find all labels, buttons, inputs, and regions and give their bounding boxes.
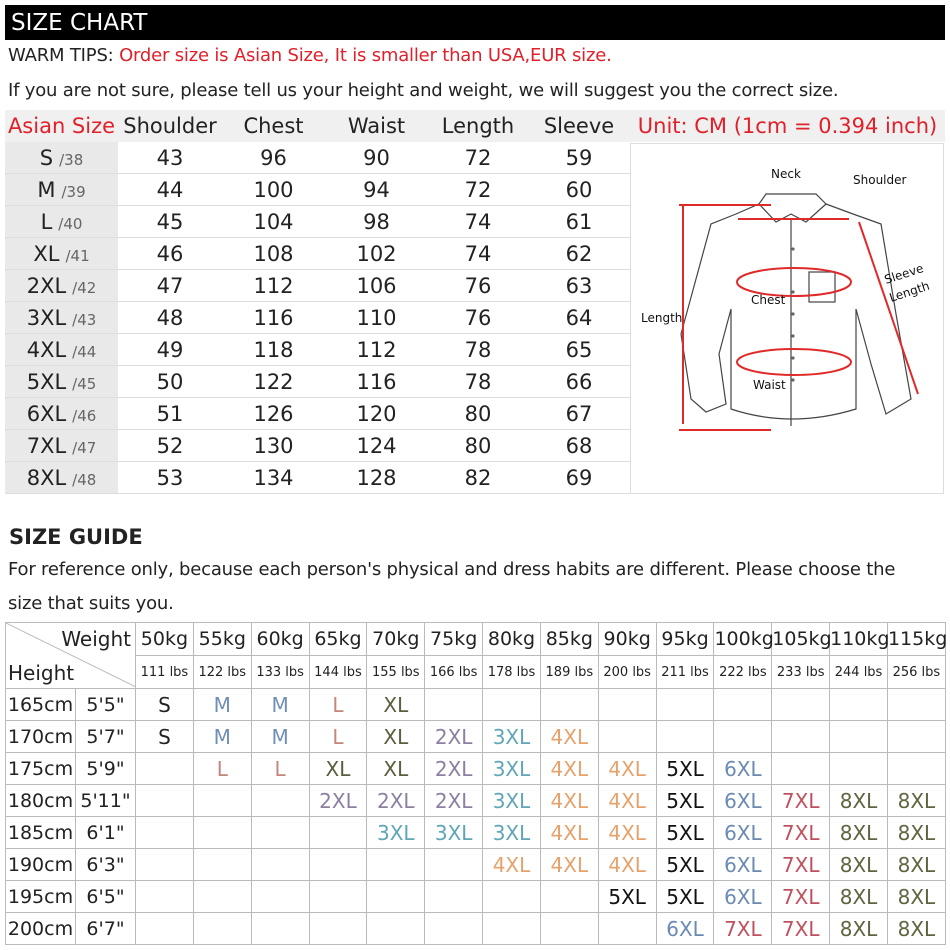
eu-size-label: /40 (58, 214, 83, 233)
size-chart-title: SIZE CHART (5, 5, 945, 40)
size-recommendation-cell (830, 689, 888, 721)
lbs-header: 111 lbs (136, 656, 194, 689)
size-recommendation-cell (251, 849, 309, 881)
eu-size-label: /43 (72, 310, 97, 329)
size-recommendation-cell: 3XL (483, 785, 541, 817)
size-recommendation-cell: 7XL (772, 849, 830, 881)
table-row (5, 206, 630, 238)
measurement-cell: 67 (528, 398, 630, 430)
size-recommendation-cell: 8XL (830, 817, 888, 849)
size-chart-table (5, 110, 630, 494)
diagram-label-length: Length (641, 311, 683, 325)
table-row (5, 302, 630, 334)
size-recommendation-cell (309, 849, 367, 881)
size-guide-note-2: size that suits you. (8, 593, 174, 614)
size-recommendation-cell (425, 689, 483, 721)
size-recommendation-cell: XL (309, 753, 367, 785)
weight-header: 105kg (772, 623, 830, 656)
measurement-cell: 134 (222, 462, 325, 494)
size-recommendation-cell: 4XL (598, 817, 656, 849)
size-recommendation-cell (367, 881, 425, 913)
warm-tips (8, 45, 612, 66)
measurement-cell: 74 (428, 238, 528, 270)
column-header: Sleeve (528, 110, 630, 142)
height-cm-cell: 195cm (6, 881, 76, 913)
size-recommendation-cell: 8XL (830, 913, 888, 945)
size-recommendation-cell: 6XL (714, 753, 772, 785)
height-ft-cell: 6'3" (76, 849, 136, 881)
size-recommendation-cell (193, 785, 251, 817)
size-recommendation-cell (136, 753, 194, 785)
size-recommendation-cell: 4XL (540, 785, 598, 817)
height-ft-cell: 6'5" (76, 881, 136, 913)
size-recommendation-cell (309, 913, 367, 945)
eu-size-label: /48 (72, 470, 97, 489)
size-recommendation-cell: 5XL (656, 753, 714, 785)
size-recommendation-cell: 5XL (656, 849, 714, 881)
height-cm-cell: 190cm (6, 849, 76, 881)
size-recommendation-cell: 8XL (887, 913, 945, 945)
measurement-cell: 80 (428, 398, 528, 430)
measurement-cell: 50 (118, 366, 222, 398)
size-recommendation-cell (714, 721, 772, 753)
size-recommendation-cell: 3XL (483, 817, 541, 849)
size-recommendation-cell: 6XL (714, 849, 772, 881)
lbs-header: 133 lbs (251, 656, 309, 689)
measurement-cell: 96 (222, 142, 325, 174)
table-row (6, 689, 946, 721)
size-recommendation-cell (772, 753, 830, 785)
weight-header: 50kg (136, 623, 194, 656)
size-recommendation-cell (830, 721, 888, 753)
size-recommendation-cell: 5XL (598, 881, 656, 913)
lbs-header: 200 lbs (598, 656, 656, 689)
size-cell (5, 174, 118, 206)
measurement-cell: 76 (428, 302, 528, 334)
size-recommendation-cell (136, 881, 194, 913)
lbs-header: 144 lbs (309, 656, 367, 689)
diagram-label-sleeve: Sleeve (882, 261, 926, 287)
size-recommendation-cell: XL (367, 689, 425, 721)
height-cm-cell: 165cm (6, 689, 76, 721)
table-row (6, 817, 946, 849)
size-recommendation-cell (540, 689, 598, 721)
measurement-cell: 45 (118, 206, 222, 238)
column-header: Shoulder (118, 110, 222, 142)
size-recommendation-cell: S (136, 721, 194, 753)
table-row (5, 238, 630, 270)
size-label: M (37, 177, 56, 202)
size-cell (5, 398, 118, 430)
column-header: Length (428, 110, 528, 142)
measurement-cell: 78 (428, 366, 528, 398)
height-ft-cell: 6'1" (76, 817, 136, 849)
size-recommendation-cell: 7XL (772, 785, 830, 817)
size-recommendation-cell: 4XL (540, 721, 598, 753)
lbs-header: 244 lbs (830, 656, 888, 689)
size-recommendation-cell (251, 817, 309, 849)
height-ft-cell: 5'11" (76, 785, 136, 817)
measurement-cell: 74 (428, 206, 528, 238)
height-cm-cell: 185cm (6, 817, 76, 849)
size-recommendation-cell (714, 689, 772, 721)
size-recommendation-cell (483, 913, 541, 945)
size-recommendation-cell: 4XL (483, 849, 541, 881)
measurement-cell: 124 (325, 430, 428, 462)
size-recommendation-cell: 4XL (598, 849, 656, 881)
size-guide-title: SIZE GUIDE (9, 525, 143, 549)
size-recommendation-cell: 2XL (425, 785, 483, 817)
height-ft-cell: 5'5" (76, 689, 136, 721)
measurement-cell: 49 (118, 334, 222, 366)
size-recommendation-cell: 7XL (772, 817, 830, 849)
height-cm-cell: 180cm (6, 785, 76, 817)
measurement-cell: 106 (325, 270, 428, 302)
size-label: XL (33, 241, 60, 266)
diagram-label-chest: Chest (751, 293, 786, 307)
table-row (5, 142, 630, 174)
size-recommendation-cell: M (251, 689, 309, 721)
measurement-cell: 104 (222, 206, 325, 238)
lbs-header: 233 lbs (772, 656, 830, 689)
measurement-cell: 110 (325, 302, 428, 334)
height-ft-cell: 5'7" (76, 721, 136, 753)
measurement-cell: 48 (118, 302, 222, 334)
size-cell (5, 430, 118, 462)
measurement-cell: 62 (528, 238, 630, 270)
lbs-header: 155 lbs (367, 656, 425, 689)
measurement-cell: 116 (325, 366, 428, 398)
measurement-cell: 120 (325, 398, 428, 430)
size-recommendation-cell (540, 913, 598, 945)
size-guide-table (5, 622, 946, 945)
size-label: L (40, 209, 53, 234)
size-recommendation-cell: 2XL (425, 753, 483, 785)
lbs-row (6, 656, 946, 689)
table-row (6, 785, 946, 817)
size-recommendation-cell: 4XL (598, 785, 656, 817)
size-recommendation-cell: 5XL (656, 785, 714, 817)
size-recommendation-cell: L (193, 753, 251, 785)
size-recommendation-cell: 7XL (714, 913, 772, 945)
measurement-cell: 72 (428, 142, 528, 174)
weight-header: 90kg (598, 623, 656, 656)
size-recommendation-cell (425, 849, 483, 881)
table-row (6, 913, 946, 945)
measurement-cell: 61 (528, 206, 630, 238)
size-recommendation-cell: XL (367, 721, 425, 753)
eu-size-label: /41 (65, 246, 90, 265)
unit-label: Unit: CM (1cm = 0.394 inch) (630, 110, 945, 142)
eu-size-label: /44 (72, 342, 97, 361)
height-ft-cell: 6'7" (76, 913, 136, 945)
measurement-cell: 52 (118, 430, 222, 462)
eu-size-label: /38 (59, 150, 84, 169)
size-recommendation-cell: 8XL (887, 849, 945, 881)
size-recommendation-cell: 3XL (425, 817, 483, 849)
diagram-label-shoulder: Shoulder (853, 173, 907, 187)
table-row (6, 721, 946, 753)
measurement-cell: 76 (428, 270, 528, 302)
size-label: 2XL (26, 273, 67, 298)
measurement-cell: 51 (118, 398, 222, 430)
lbs-header: 211 lbs (656, 656, 714, 689)
measurement-cell: 43 (118, 142, 222, 174)
size-recommendation-cell (772, 721, 830, 753)
size-recommendation-cell: 4XL (598, 753, 656, 785)
table-row (6, 881, 946, 913)
size-recommendation-cell: 8XL (830, 785, 888, 817)
measurement-cell: 98 (325, 206, 428, 238)
size-recommendation-cell (251, 913, 309, 945)
lbs-header: 189 lbs (540, 656, 598, 689)
size-recommendation-cell: 7XL (772, 881, 830, 913)
size-recommendation-cell: 6XL (714, 817, 772, 849)
weight-header: 95kg (656, 623, 714, 656)
size-recommendation-cell (887, 721, 945, 753)
measurement-cell: 78 (428, 334, 528, 366)
size-recommendation-cell: 2XL (425, 721, 483, 753)
measurement-cell: 94 (325, 174, 428, 206)
weight-row (6, 623, 946, 656)
size-label: 3XL (26, 305, 67, 330)
size-recommendation-cell: 3XL (483, 721, 541, 753)
measurement-cell: 126 (222, 398, 325, 430)
diagram-label-waist: Waist (753, 378, 786, 392)
weight-header: 70kg (367, 623, 425, 656)
table-row (5, 398, 630, 430)
lbs-header: 166 lbs (425, 656, 483, 689)
measurement-cell: 47 (118, 270, 222, 302)
measurement-cell: 68 (528, 430, 630, 462)
table-row (5, 270, 630, 302)
weight-header: 115kg (887, 623, 945, 656)
size-recommendation-cell (656, 689, 714, 721)
weight-height-corner (6, 623, 136, 689)
measurement-cell: 118 (222, 334, 325, 366)
size-recommendation-cell: L (309, 689, 367, 721)
measurement-cell: 66 (528, 366, 630, 398)
height-cm-cell: 170cm (6, 721, 76, 753)
weight-header: 65kg (309, 623, 367, 656)
warm-tips-label: WARM TIPS: (8, 45, 120, 66)
size-recommendation-cell: 8XL (887, 817, 945, 849)
size-recommendation-cell (656, 721, 714, 753)
weight-header: 80kg (483, 623, 541, 656)
measurement-cell: 112 (222, 270, 325, 302)
size-recommendation-cell: M (193, 689, 251, 721)
table-row (5, 430, 630, 462)
size-cell (5, 462, 118, 494)
column-header: Chest (222, 110, 325, 142)
size-cell (5, 334, 118, 366)
size-note: If you are not sure, please tell us your height and weight, we will suggest you the correct size. (8, 80, 839, 101)
size-recommendation-cell (136, 785, 194, 817)
table-row (5, 462, 630, 494)
size-label: 8XL (26, 465, 67, 490)
size-guide-note-1: For reference only, because each person's physical and dress habits are different. Please choose the (8, 559, 896, 580)
size-recommendation-cell: S (136, 689, 194, 721)
measurement-cell: 46 (118, 238, 222, 270)
size-recommendation-cell: 4XL (540, 753, 598, 785)
eu-size-label: /39 (61, 182, 86, 201)
size-cell (5, 366, 118, 398)
measurement-cell: 90 (325, 142, 428, 174)
size-recommendation-cell: M (193, 721, 251, 753)
size-recommendation-cell (193, 817, 251, 849)
measurement-cell: 63 (528, 270, 630, 302)
lbs-header: 222 lbs (714, 656, 772, 689)
size-label: S (39, 145, 54, 170)
measurement-cell: 116 (222, 302, 325, 334)
measurement-cell: 72 (428, 174, 528, 206)
size-recommendation-cell (887, 689, 945, 721)
height-cm-cell: 200cm (6, 913, 76, 945)
table-row (5, 366, 630, 398)
shirt-diagram-image (631, 144, 943, 493)
measurement-cell: 64 (528, 302, 630, 334)
size-recommendation-cell: 8XL (830, 849, 888, 881)
size-cell (5, 270, 118, 302)
weight-header: 85kg (540, 623, 598, 656)
warm-tips-text: Order size is Asian Size, It is smaller than USA,EUR size. (119, 45, 612, 66)
measurement-cell: 108 (222, 238, 325, 270)
weight-label: Weight (61, 627, 131, 651)
eu-size-label: /46 (72, 406, 97, 425)
eu-size-label: /45 (72, 374, 97, 393)
weight-header: 55kg (193, 623, 251, 656)
height-cm-cell: 175cm (6, 753, 76, 785)
measurement-cell: 122 (222, 366, 325, 398)
size-cell (5, 206, 118, 238)
size-recommendation-cell (598, 721, 656, 753)
size-recommendation-cell (483, 689, 541, 721)
size-recommendation-cell: XL (367, 753, 425, 785)
size-recommendation-cell (598, 913, 656, 945)
size-recommendation-cell: 7XL (772, 913, 830, 945)
size-recommendation-cell (309, 881, 367, 913)
size-recommendation-cell (193, 881, 251, 913)
size-label: 7XL (26, 433, 67, 458)
measurement-cell: 65 (528, 334, 630, 366)
table-row (6, 849, 946, 881)
size-recommendation-cell: 8XL (830, 881, 888, 913)
measurement-cell: 82 (428, 462, 528, 494)
size-recommendation-cell (367, 913, 425, 945)
size-recommendation-cell: 4XL (540, 849, 598, 881)
weight-header: 75kg (425, 623, 483, 656)
measurement-cell: 69 (528, 462, 630, 494)
measurement-cell: 112 (325, 334, 428, 366)
table-row (5, 174, 630, 206)
size-recommendation-cell (367, 849, 425, 881)
measurement-cell: 59 (528, 142, 630, 174)
size-label: 6XL (26, 401, 67, 426)
lbs-header: 178 lbs (483, 656, 541, 689)
measurement-cell: 102 (325, 238, 428, 270)
size-cell (5, 238, 118, 270)
measurement-cell: 44 (118, 174, 222, 206)
measurement-cell: 128 (325, 462, 428, 494)
size-recommendation-cell (193, 849, 251, 881)
size-recommendation-cell: 8XL (887, 881, 945, 913)
size-recommendation-cell: 8XL (887, 785, 945, 817)
size-recommendation-cell (598, 689, 656, 721)
diagram-label-neck: Neck (771, 167, 801, 181)
height-label: Height (8, 661, 75, 685)
weight-header: 100kg (714, 623, 772, 656)
measurement-cell: 130 (222, 430, 325, 462)
size-recommendation-cell (483, 881, 541, 913)
measurement-cell: 80 (428, 430, 528, 462)
shirt-measurement-diagram (630, 143, 944, 494)
size-label: 4XL (26, 337, 67, 362)
size-recommendation-cell: 2XL (309, 785, 367, 817)
weight-header: 110kg (830, 623, 888, 656)
size-recommendation-cell (136, 817, 194, 849)
size-recommendation-cell (830, 753, 888, 785)
size-cell (5, 302, 118, 334)
size-recommendation-cell: M (251, 721, 309, 753)
eu-size-label: /42 (72, 278, 97, 297)
column-header: Waist (325, 110, 428, 142)
size-recommendation-cell (425, 881, 483, 913)
size-recommendation-cell: 2XL (367, 785, 425, 817)
lbs-header: 256 lbs (887, 656, 945, 689)
size-recommendation-cell (425, 913, 483, 945)
size-recommendation-cell (251, 881, 309, 913)
size-recommendation-cell: 3XL (483, 753, 541, 785)
measurement-cell: 60 (528, 174, 630, 206)
size-recommendation-cell (251, 785, 309, 817)
column-header: Asian Size (5, 110, 118, 142)
size-recommendation-cell: 6XL (656, 913, 714, 945)
size-recommendation-cell (772, 689, 830, 721)
size-recommendation-cell: 4XL (540, 817, 598, 849)
measurement-cell: 53 (118, 462, 222, 494)
size-recommendation-cell: L (309, 721, 367, 753)
table-row (6, 753, 946, 785)
size-recommendation-cell (136, 849, 194, 881)
size-recommendation-cell: 6XL (714, 881, 772, 913)
size-label: 5XL (26, 369, 67, 394)
measurement-cell: 100 (222, 174, 325, 206)
size-recommendation-cell (540, 881, 598, 913)
size-recommendation-cell: 6XL (714, 785, 772, 817)
eu-size-label: /47 (72, 438, 97, 457)
size-recommendation-cell: 3XL (367, 817, 425, 849)
size-cell (5, 142, 118, 174)
weight-header: 60kg (251, 623, 309, 656)
size-recommendation-cell: 5XL (656, 817, 714, 849)
lbs-header: 122 lbs (193, 656, 251, 689)
table-row (5, 334, 630, 366)
diagram-label-sleeve-length: Length (887, 278, 932, 305)
size-recommendation-cell (309, 817, 367, 849)
size-recommendation-cell (193, 913, 251, 945)
size-recommendation-cell (887, 753, 945, 785)
size-recommendation-cell: L (251, 753, 309, 785)
height-ft-cell: 5'9" (76, 753, 136, 785)
size-recommendation-cell: 5XL (656, 881, 714, 913)
size-recommendation-cell (136, 913, 194, 945)
